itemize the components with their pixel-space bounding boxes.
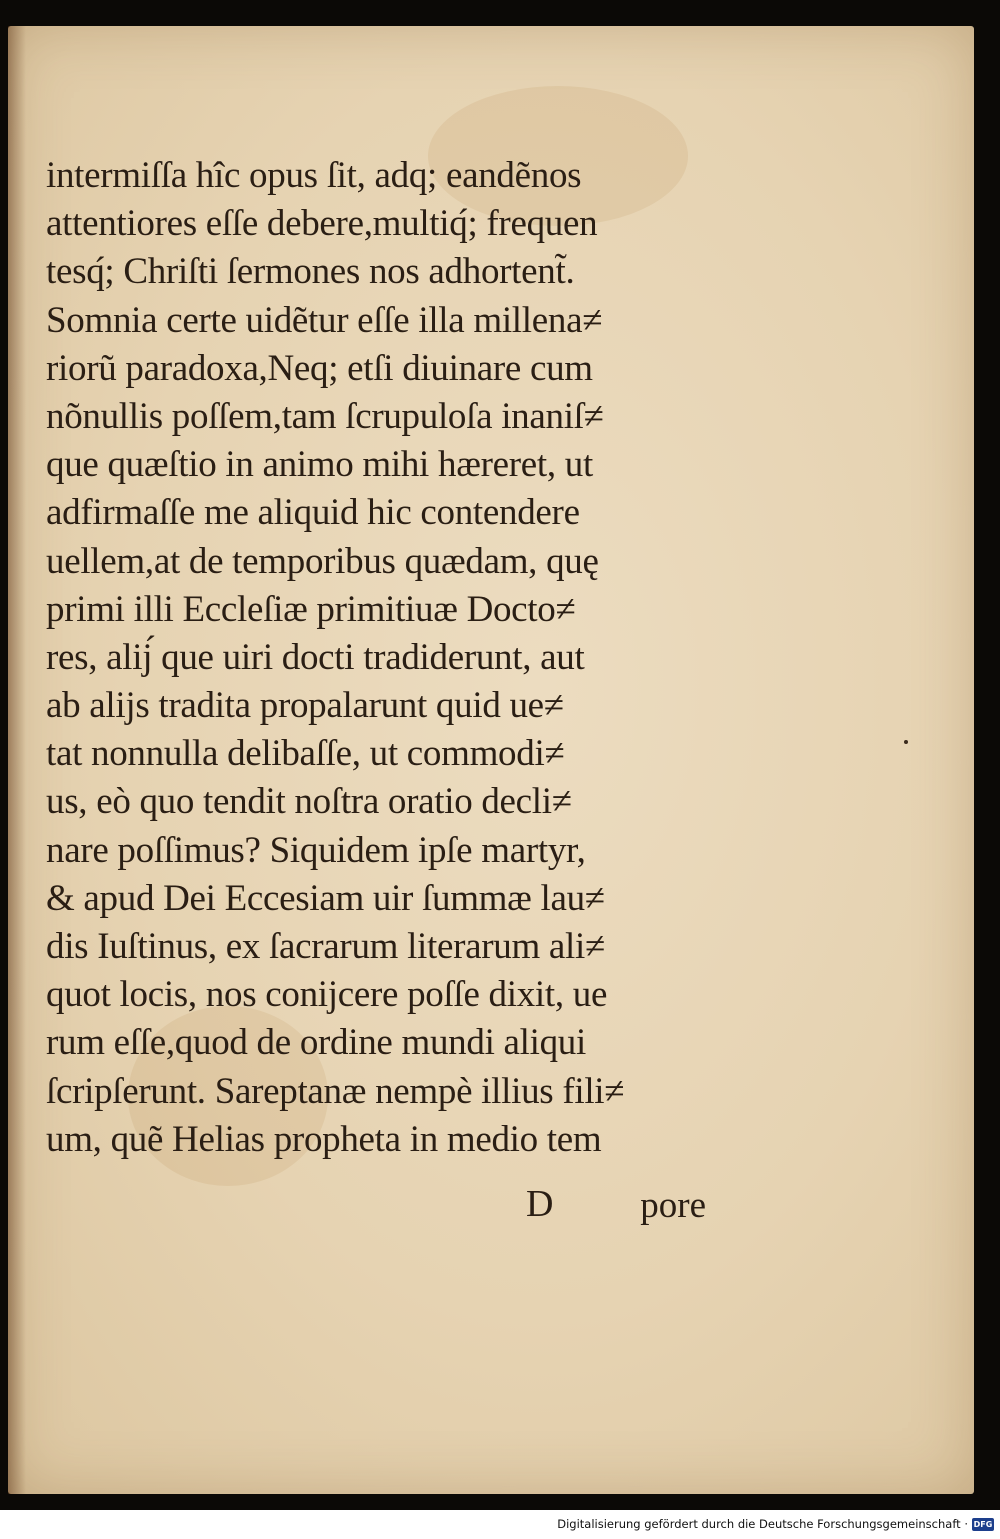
text-line: tat nonnulla delibaſſe, ut commodi≠ [46, 733, 565, 775]
page-foot [46, 1182, 726, 1232]
text-line: ſcripſerunt. Sareptanæ nempè illius fili≠ [46, 1070, 625, 1112]
text-line: res, alij́ que uiri docti tradiderunt, aut [46, 636, 585, 678]
page-text [46, 152, 726, 1164]
text-line: Somnia certe uidẽtur eſſe illa millena≠ [46, 299, 603, 341]
text-line: & apud Dei Eccesiam uir ſummæ lau≠ [46, 877, 605, 919]
digitization-credit [557, 1513, 994, 1535]
text-line: tesq́; Chriſti ſermones nos adhortent̃. [46, 251, 575, 293]
catchword: pore [640, 1185, 706, 1226]
signature-mark: D [526, 1183, 554, 1225]
text-line: rum eſſe,quod de ordine mundi aliqui [46, 1022, 586, 1064]
text-line: adfirmaſſe me aliquid hic contendere [46, 492, 580, 534]
ink-speck [904, 740, 908, 744]
text-line: uellem,at de temporibus quædam, quę [46, 540, 599, 582]
text-line: um, quẽ Helias propheta in medio tem [46, 1118, 602, 1160]
text-line: nõnullis poſſem,tam ſcrupuloſa inaniſ≠ [46, 395, 604, 437]
dfg-logo: DFG [973, 1519, 993, 1529]
text-line: attentiores eſſe debere,multiq́; frequen [46, 203, 598, 245]
text-line: us, eò quo tendit noſtra oratio decli≠ [46, 781, 572, 823]
page-gutter-shadow [8, 26, 26, 1494]
text-line: primi illi Eccleſiæ primitiuæ Docto≠ [46, 588, 576, 630]
text-line: nare poſſimus? Siquidem ipſe martyr, [46, 829, 586, 871]
text-line: ab alijs tradita propalarunt quid ue≠ [46, 685, 564, 727]
text-line: intermiſſa hîc opus ſit, adq; eandẽnos [46, 155, 582, 196]
text-line: dis Iuſtinus, ex ſacrarum literarum ali≠ [46, 926, 606, 967]
text-line: que quæſtio in animo mihi hæreret, ut [46, 444, 593, 486]
credit-text: Digitalisierung gefördert durch die Deutsche Forschungsgemeinschaft · [557, 1517, 968, 1531]
text-line: riorũ paradoxa,Neq; etſi diuinare cum [46, 347, 593, 389]
text-line: quot locis, nos conijcere poſſe dixit, ue [46, 974, 608, 1016]
